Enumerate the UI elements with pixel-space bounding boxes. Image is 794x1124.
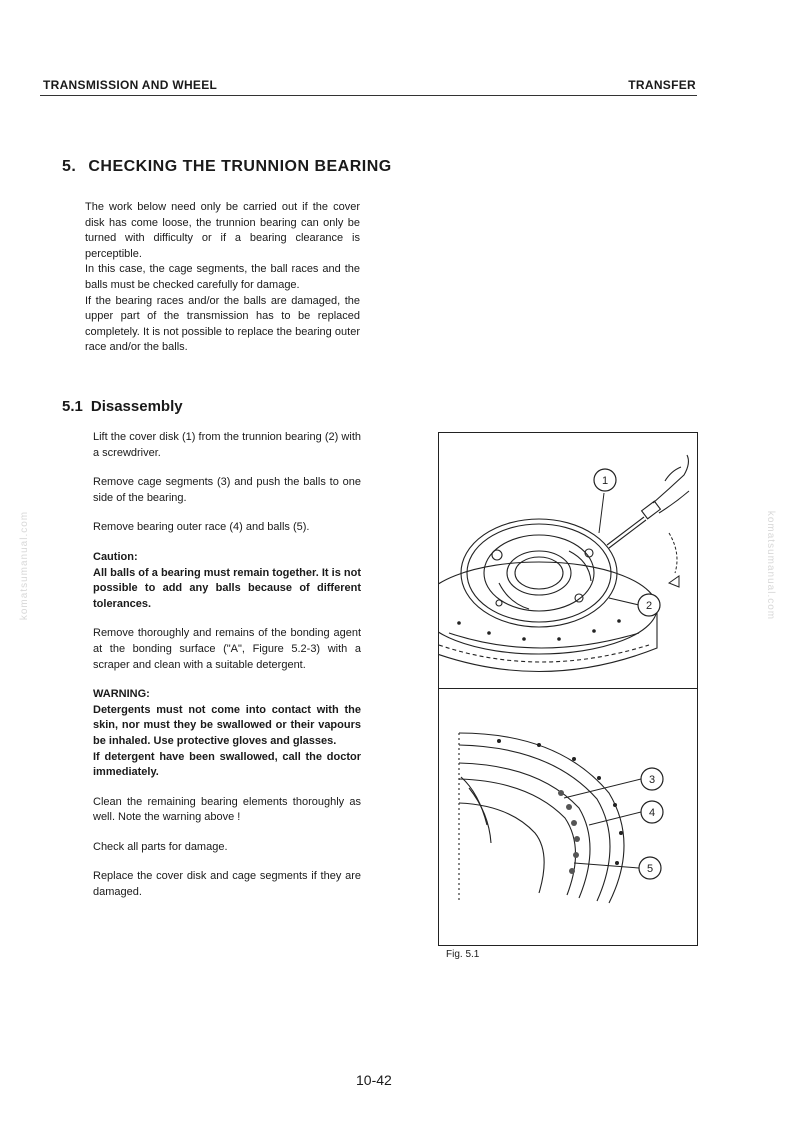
callout-5 <box>639 857 661 879</box>
warning-label: WARNING: <box>93 688 150 701</box>
step-lift-cover: Lift the cover disk (1) from the trunnion bearing (2) with a screwdriver. <box>93 431 361 459</box>
watermark-right: komatsumanual.com <box>765 510 777 621</box>
svg-text:3: 3 <box>648 774 656 786</box>
intro-paragraph-1: The work below need only be carried out if the cover disk has come loose, the trunnion bearing can only be turned with difficulty or if a bearing clearance is perceptible. <box>85 201 360 260</box>
watermark-left: komatsumanual.com <box>19 510 31 621</box>
section-title <box>62 158 392 176</box>
callout-3 <box>641 768 663 790</box>
header-section-title: TRANSFER <box>628 78 696 92</box>
subsection-number: 5.1 <box>62 398 83 415</box>
figure-divider <box>438 688 697 689</box>
header-rule <box>40 95 697 96</box>
section-title-text: CHECKING THE TRUNNION BEARING <box>88 158 392 175</box>
svg-text:4: 4 <box>648 807 656 819</box>
step-clean-elements: Clean the remaining bearing elements thoroughly as well. Note the warning above ! <box>93 795 361 824</box>
subsection-title <box>62 398 183 415</box>
step-remove-cage: Remove cage segments (3) and push the balls to one side of the bearing. <box>93 476 361 504</box>
figure-frame <box>438 432 698 946</box>
figure-caption: Fig. 5.1 <box>446 949 480 960</box>
svg-text:5: 5 <box>646 863 654 875</box>
callout-2 <box>638 594 660 616</box>
callout-1 <box>594 469 616 491</box>
svg-text:1: 1 <box>601 475 609 487</box>
warning-text: Detergents must not come into contact with the skin, nor must they be swallowed or their vapours be inhaled. Use protective gloves and glasses. <box>93 703 361 747</box>
callout-4 <box>641 801 663 823</box>
section-intro <box>85 200 360 356</box>
step-replace-parts: Replace the cover disk and cage segments if they are damaged. <box>93 870 361 899</box>
svg-text:2: 2 <box>645 600 653 612</box>
warning-text-swallowed: If detergent have been swallowed, call the doctor immediately. <box>93 750 361 779</box>
page-number: 10-42 <box>356 1072 392 1088</box>
disassembly-steps <box>93 430 361 915</box>
subsection-title-text: Disassembly <box>90 398 183 415</box>
callout-layer <box>439 433 697 945</box>
intro-paragraph-3: If the bearing races and/or the balls are damaged, the upper part of the transmission has to be replaced completely. It is not possible to replace the bearing outer race and/or the balls. <box>85 294 360 354</box>
intro-paragraph-2: In this case, the cage segments, the ball races and the balls must be checked carefully for damage. <box>85 263 360 291</box>
header-chapter-title: TRANSMISSION AND WHEEL <box>43 78 218 92</box>
caution-text: All balls of a bearing must remain together. It is not possible to add any balls because of different tolerances. <box>93 566 361 610</box>
step-remove-bonding: Remove thoroughly and remains of the bonding agent at the bonding surface ("A", Figure 5.2-3) with a scraper and clean with a suitable detergent. <box>93 627 361 671</box>
step-check-parts: Check all parts for damage. <box>93 840 228 853</box>
caution-label: Caution: <box>93 550 138 563</box>
step-remove-race: Remove bearing outer race (4) and balls (5). <box>93 521 310 534</box>
section-number: 5. <box>62 158 77 175</box>
